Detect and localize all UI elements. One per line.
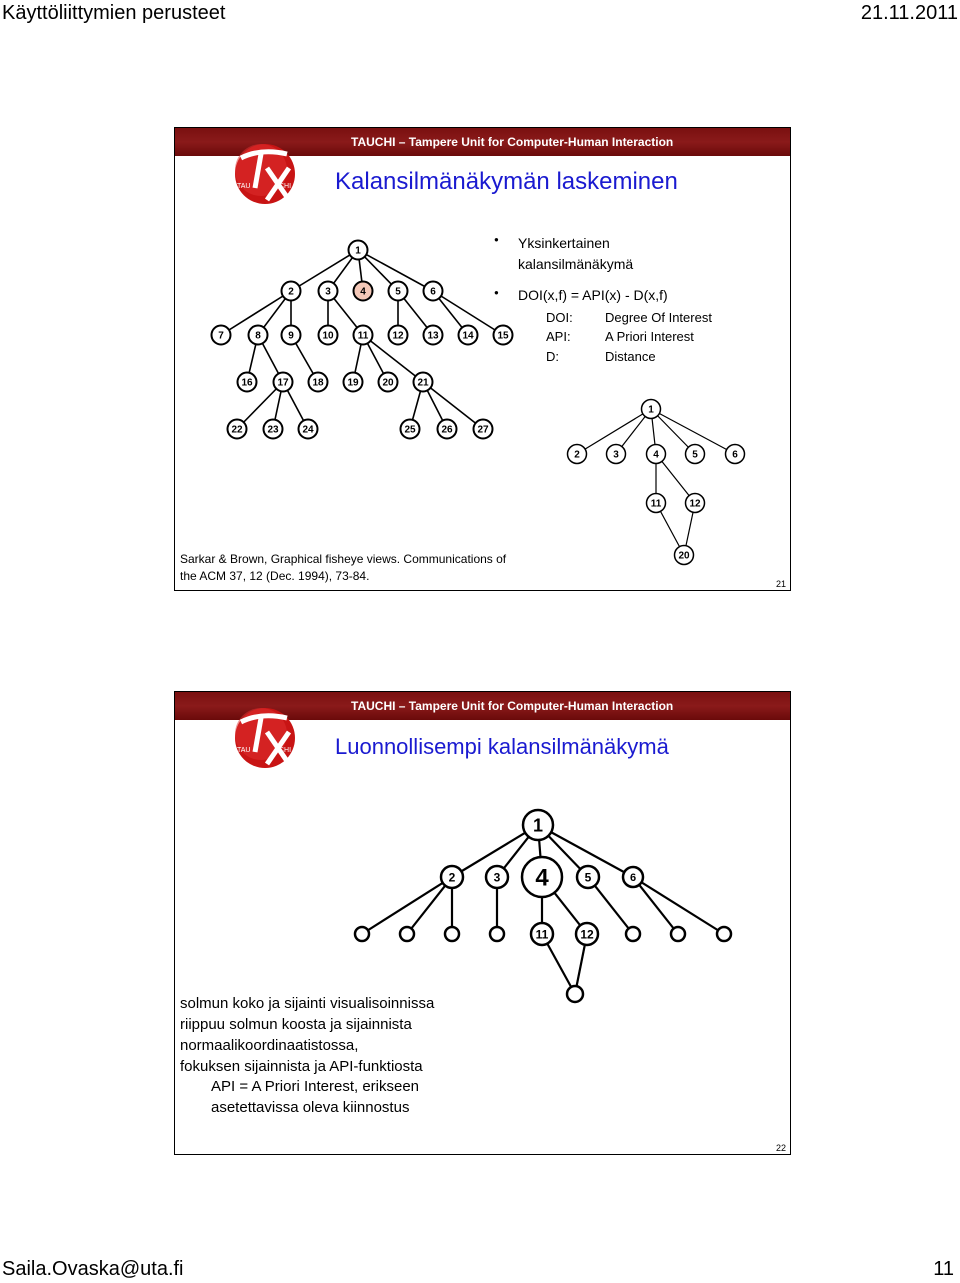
tree-node [726,445,745,464]
tree-node-label: 18 [312,377,324,389]
tree-node [389,326,408,345]
tree-node-label: 1 [648,404,654,416]
slide-page-number: 22 [776,1143,787,1153]
tree-node-label: 16 [241,377,253,389]
document-title: Käyttöliittymien perusteet [2,2,226,24]
tree-node-label: 2 [574,449,580,461]
tree-node [282,326,301,345]
tree-node [414,373,433,392]
body-line: riippuu solmun koosta ja sijainnista [180,1016,412,1033]
bullet-1-line-2: kalansilmänäkymä [518,256,634,272]
definition-term: DOI: [546,310,573,325]
tree-node-label: 7 [218,330,224,342]
tree-node [379,373,398,392]
author-email: Saila.Ovaska@uta.fi [2,1258,184,1280]
logo-text-left: TAU [237,747,251,754]
citation-line-1: Sarkar & Brown, Graphical fisheye views. Communications of [180,552,507,566]
tree-node [607,445,626,464]
tree-node [212,326,231,345]
tree-node-label: 11 [535,927,549,942]
tree-node-label: 11 [357,330,369,342]
body-line: normaalikoordinaatistossa, [180,1037,359,1054]
tree-node [686,494,705,513]
tree-node [354,282,373,301]
tree-node [494,326,513,345]
slide-page-number: 21 [776,579,787,589]
tree-node [355,927,369,941]
body-line: solmun koko ja sijainti visualisoinnissa [180,995,435,1012]
slide-header-text: TAUCHI – Tampere Unit for Computer-Human Interaction [351,699,674,713]
tree-node-label: 2 [448,870,456,885]
tree-node [474,420,493,439]
tree-node-label: 22 [231,424,243,436]
tree-node [319,326,338,345]
bullet-icon: ● [494,288,499,297]
tree-node [401,420,420,439]
definition-term: API: [546,329,571,344]
tree-node-label: 4 [360,286,366,298]
bullet-1-line-1: Yksinkertainen [518,235,610,251]
tree-node-label: 8 [255,330,261,342]
body-line: asetettavissa oleva kiinnostus [211,1099,410,1116]
tree-node-label: 21 [417,377,429,389]
document-date: 21.11.2011 [860,2,958,24]
tree-node-label: 26 [441,424,453,436]
tree-node-label: 14 [462,330,474,342]
tree-node [319,282,338,301]
tree-node-label: 20 [382,377,394,389]
tree-node-label: 12 [392,330,404,342]
tree-node [686,445,705,464]
tree-node-label: 2 [288,286,294,298]
tree-node [238,373,257,392]
slide-22 [174,691,791,1155]
definition-term: D: [546,349,559,364]
tree-node-label: 9 [288,330,294,342]
tree-node-label: 24 [302,424,314,436]
full-tree-diagram [175,128,790,590]
logo-text-left: TAU [237,183,251,190]
slide-header-text: TAUCHI – Tampere Unit for Computer-Human Interaction [351,135,674,149]
tree-node-label: 17 [277,377,289,389]
page-number: 11 [933,1258,954,1280]
tree-node [486,866,508,888]
tree-node-label: 27 [477,424,489,436]
tree-node [264,420,283,439]
tree-node [228,420,247,439]
tree-node [577,866,599,888]
definition-desc: Distance [605,349,656,364]
tree-node-label: 5 [395,286,401,298]
tree-edge [362,877,452,934]
body-line: API = A Priori Interest, erikseen [211,1078,420,1095]
tree-node [354,326,373,345]
tree-node [671,927,685,941]
tree-node-label: 4 [535,864,549,892]
tree-node [717,927,731,941]
body-line: fokuksen sijainnista ja API-funktiosta [180,1058,423,1075]
definition-desc: Degree Of Interest [605,310,712,325]
tree-node-label: 3 [493,870,501,885]
tree-node [642,400,661,419]
tree-node [568,445,587,464]
tree-node-label: 13 [427,330,439,342]
tree-node [424,282,443,301]
tree-node-label: 11 [650,498,662,510]
tree-node-label: 1 [532,815,544,836]
tree-node [438,420,457,439]
slide-title: Luonnollisempi kalansilmänäkymä [335,734,669,759]
tree-node [441,866,463,888]
tree-node [309,373,328,392]
tree-edge [633,877,724,934]
tree-node [567,986,583,1002]
tree-node-label: 4 [653,449,659,461]
logo-text-right: CHI [279,183,292,190]
definition-desc: A Priori Interest [605,329,694,344]
tree-node [490,927,504,941]
tree-node [623,867,643,887]
tree-node [576,923,598,945]
tree-node-label: 6 [629,871,637,884]
tree-node [647,445,666,464]
tree-node-label: 23 [267,424,279,436]
tree-node-label: 10 [322,330,334,342]
tree-node [424,326,443,345]
tree-node [445,927,459,941]
slide-title: Kalansilmänäkymän laskeminen [335,168,678,195]
tree-node-label: 5 [692,449,698,461]
slide-21 [174,127,791,591]
tree-node-label: 3 [325,286,331,298]
tree-node-label: 6 [430,286,436,298]
tree-node [249,326,268,345]
tree-node [349,241,368,260]
bullet-icon: ● [494,235,499,244]
tree-node [522,857,562,897]
tree-node-label: 19 [347,377,359,389]
bullet-2-formula: DOI(x,f) = API(x) - D(x,f) [518,287,668,303]
tree-node-label: 3 [613,449,619,461]
tree-node-label: 12 [580,927,594,942]
tree-node-label: 25 [404,424,416,436]
tree-node [459,326,478,345]
tree-node [299,420,318,439]
tree-node [400,927,414,941]
tree-node [647,494,666,513]
tree-node [523,810,553,840]
tree-node-label: 6 [732,449,738,461]
tree-node [389,282,408,301]
tree-node-label: 1 [355,245,361,257]
tree-node [675,546,694,565]
tree-node [274,373,293,392]
tree-node [344,373,363,392]
tree-node-label: 20 [678,550,690,562]
tree-node [282,282,301,301]
logo-text-right: CHI [279,747,292,754]
citation-line-2: the ACM 37, 12 (Dec. 1994), 73-84. [180,569,370,583]
tree-node [531,923,553,945]
tree-node-label: 12 [689,498,701,510]
tree-node-label: 5 [584,870,592,885]
tree-node-label: 15 [497,330,509,342]
tree-node [626,927,640,941]
